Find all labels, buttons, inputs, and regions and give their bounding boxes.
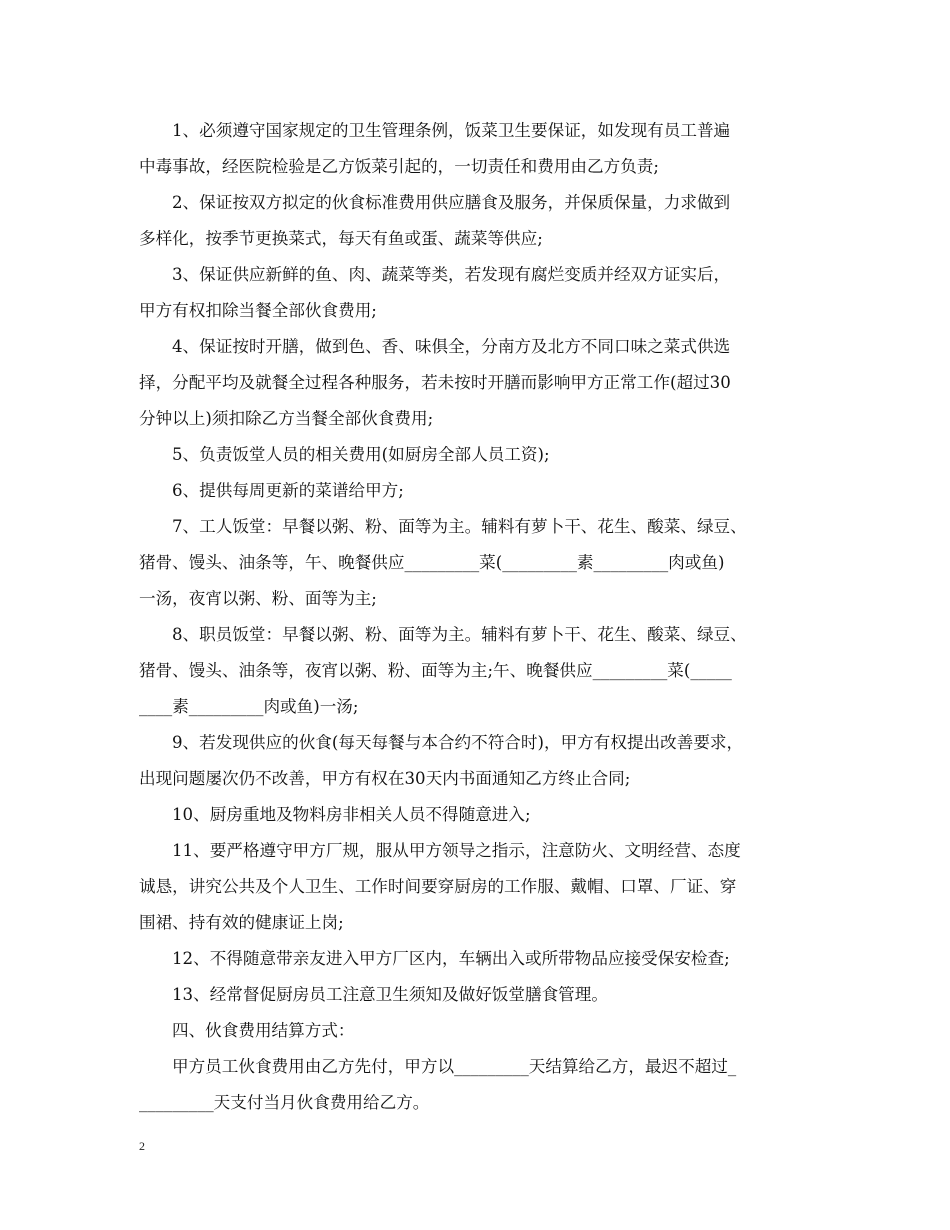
text-line: 分钟以上)须扣除乙方当餐全部伙食费用; [139, 409, 434, 428]
text-line: 12、不得随意带亲友进入甲方厂区内，车辆出入或所带物品应接受保安检查; [172, 949, 730, 968]
page-number: 2 [139, 1139, 145, 1153]
text-line: 多样化，按季节更换菜式，每天有鱼或蛋、蔬菜等供应; [139, 229, 543, 248]
text-line: 猪骨、馒头、油条等，夜宵以粥、粉、面等为主;午、晚餐供应_________菜(_____ [139, 661, 732, 680]
text-line: 甲方员工伙食费用由乙方先付，甲方以_________天结算给乙方，最迟不超过_ [172, 1057, 737, 1076]
text-line: _________天支付当月伙食费用给乙方。 [139, 1093, 430, 1112]
text-line: 13、经常督促厨房员工注意卫生须知及做好饭堂膳食管理。 [172, 985, 608, 1004]
text-line: 一汤，夜宵以粥、粉、面等为主; [139, 589, 377, 608]
text-line: 10、厨房重地及物料房非相关人员不得随意进入; [172, 805, 531, 824]
text-line: 诚恳，讲究公共及个人卫生、工作时间要穿厨房的工作服、戴帽、口罩、厂证、穿 [139, 877, 737, 896]
text-line: 9、若发现供应的伙食(每天每餐与本合约不符合时)，甲方有权提出改善要求， [172, 733, 744, 752]
text-line: 4、保证按时开膳，做到色、香、味俱全，分南方及北方不同口味之菜式供选 [172, 337, 731, 356]
text-line: 中毒事故，经医院检验是乙方饭菜引起的，一切责任和费用由乙方负责; [139, 157, 659, 176]
text-line: 11、要严格遵守甲方厂规，服从甲方领导之指示，注意防火、文明经营、态度 [172, 841, 741, 860]
text-line: 3、保证供应新鲜的鱼、肉、蔬菜等类，若发现有腐烂变质并经双方证实后， [172, 265, 731, 284]
text-line: 8、职员饭堂：早餐以粥、粉、面等为主。辅料有萝卜干、花生、酸菜、绿豆、 [172, 625, 747, 644]
text-line: 四、伙食费用结算方式： [172, 1021, 355, 1040]
text-line: 甲方有权扣除当餐全部伙食费用; [139, 301, 377, 320]
text-line: 围裙、持有效的健康证上岗; [139, 913, 344, 932]
text-line: 1、必须遵守国家规定的卫生管理条例，饭菜卫生要保证，如发现有员工普遍 [172, 121, 731, 140]
text-line: 2、保证按双方拟定的伙食标准费用供应膳食及服务，并保质保量，力求做到 [172, 193, 731, 212]
text-line: 出现问题屡次仍不改善，甲方有权在30天内书面通知乙方终止合同; [139, 769, 631, 788]
text-line: 6、提供每周更新的菜谱给甲方; [172, 481, 404, 500]
text-line: ____素_________肉或鱼)一汤; [139, 697, 359, 716]
document-body [139, 113, 815, 1121]
text-line: 7、工人饭堂：早餐以粥、粉、面等为主。辅料有萝卜干、花生、酸菜、绿豆、 [172, 517, 747, 536]
text-line: 猪骨、馒头、油条等，午、晚餐供应_________菜(_________素_________肉或鱼) [139, 553, 725, 572]
text-line: 5、负责饭堂人员的相关费用(如厨房全部人员工资); [172, 445, 550, 464]
text-line: 择，分配平均及就餐全过程各种服务，若未按时开膳而影响甲方正常工作(超过30 [139, 373, 731, 392]
